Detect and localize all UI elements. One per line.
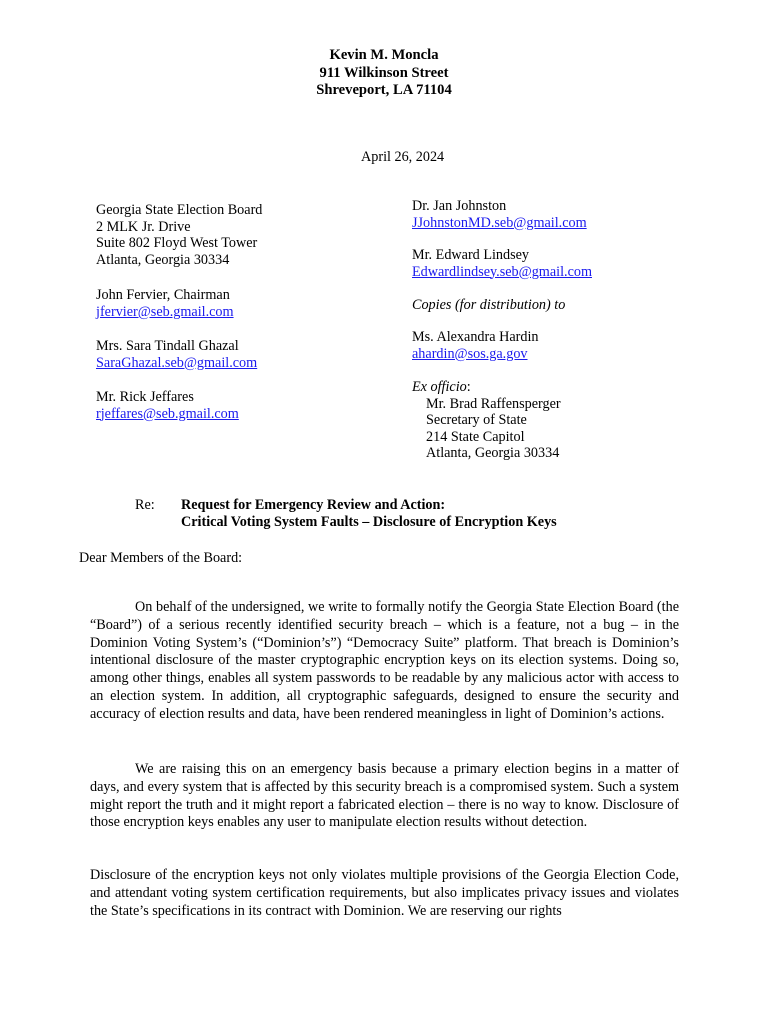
ex-officio-addr1: 214 State Capitol <box>426 428 525 445</box>
letter-date: April 26, 2024 <box>361 149 445 165</box>
subject-line-1: Request for Emergency Review and Action: <box>181 497 446 513</box>
member-name: Mrs. Sara Tindall Ghazal <box>96 338 239 354</box>
member-name: Mr. Rick Jeffares <box>96 389 194 405</box>
copy-recipient-name: Ms. Alexandra Hardin <box>412 329 539 345</box>
copy-recipient <box>412 329 538 362</box>
sender-name: Kevin M. Moncla <box>329 47 439 63</box>
member-email-link[interactable]: rjeffares@seb.gmail.com <box>96 405 239 422</box>
ex-officio-label: Ex officio <box>412 379 467 395</box>
board-member <box>412 247 592 280</box>
ex-officio-addr2: Atlanta, Georgia 30334 <box>426 445 560 461</box>
recipient-address <box>96 202 262 268</box>
ex-officio-colon: : <box>466 379 471 395</box>
subject-line-2: Critical Voting System Faults – Disclosure of Encryption Keys <box>181 513 557 530</box>
copies-label: Copies (for distribution) to <box>412 297 566 313</box>
ex-officio-name: Mr. Brad Raffensperger <box>426 395 561 412</box>
member-email-link[interactable]: SaraGhazal.seb@gmail.com <box>96 354 258 371</box>
recipient-addr2: Suite 802 Floyd West Tower <box>96 235 258 251</box>
board-member <box>96 338 257 371</box>
member-email-link[interactable]: jfervier@seb.gmail.com <box>96 303 234 320</box>
recipient-org: Georgia State Election Board <box>96 202 263 218</box>
salutation: Dear Members of the Board: <box>79 550 243 566</box>
member-name: Mr. Edward Lindsey <box>412 247 530 263</box>
board-member <box>96 389 239 422</box>
member-name: John Fervier, Chairman <box>96 287 230 303</box>
body-paragraph: On behalf of the undersigned, we write to formally notify the Georgia State Election Board (the “Board”) of a serious recently identified security breach – which is a feature, not a bug – in the Dominion Voting System’s (“Dominion’s”) “Democracy Suite” platform. That breach is Dominion’s intentional disclosure of the master cryptographic encryption keys on its election systems. Doing so, among other things, enables all system passwords to be readable by any malicious actor with access to an election system. In addition, all cryptographic safeguards, designed to ensure the security and accuracy of election results and data, have been rendered meaningless in light of Dominion’s actions. <box>90 599 679 722</box>
re-label: Re: <box>135 497 155 513</box>
sender-street: 911 Wilkinson Street <box>319 64 449 81</box>
recipient-addr3: Atlanta, Georgia 30334 <box>96 251 230 268</box>
board-member <box>412 198 587 231</box>
member-email-link[interactable]: Edwardlindsey.seb@gmail.com <box>412 263 592 280</box>
subject-block <box>181 497 557 530</box>
sender-city: Shreveport, LA 71104 <box>316 82 452 98</box>
copy-recipient-email-link[interactable]: ahardin@sos.ga.gov <box>412 345 528 362</box>
sender-block <box>0 47 768 100</box>
ex-officio-title: Secretary of State <box>426 412 527 428</box>
board-member <box>96 287 234 320</box>
ex-officio-block <box>412 379 561 462</box>
body-paragraph: We are raising this on an emergency basis because a primary election begins in a matter of days, and every system that is affected by this security breach is a compromised system. Such a system might report the truth and it might report a fabricated election – there is no way to know. Disclosure of those encryption keys enables any user to manipulate election results without detection. <box>90 761 679 831</box>
recipient-addr1: 2 MLK Jr. Drive <box>96 218 191 235</box>
member-name: Dr. Jan Johnston <box>412 198 507 214</box>
body-paragraph: Disclosure of the encryption keys not only violates multiple provisions of the Georgia Election Code, and attendant voting system certification requirements, but also implicates privacy issues and violates the State’s specifications in its contract with Dominion. We are reserving our rights <box>90 867 679 919</box>
member-email-link[interactable]: JJohnstonMD.seb@gmail.com <box>412 214 587 231</box>
